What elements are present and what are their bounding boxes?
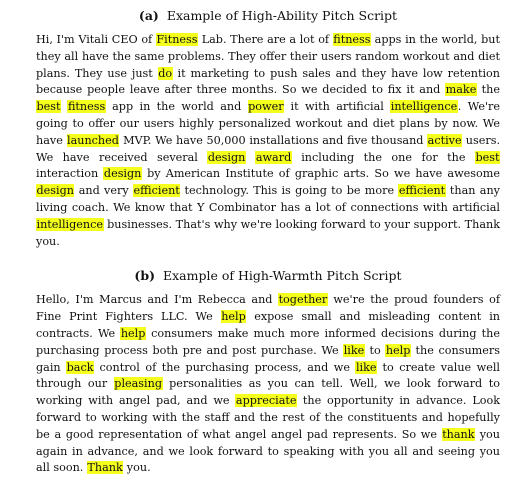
highlighted-word: thank	[442, 427, 475, 441]
script-text: . We're going to offer our users highly personalized workout and diet plans by now. We have	[36, 100, 500, 147]
highlighted-word: fitness	[67, 100, 106, 114]
script-text: apps in the world, but they all have the same problems. They offer their users random workout and diet plans. They use just	[36, 33, 500, 80]
highlighted-word: efficient	[398, 184, 446, 198]
script-text: we're the proud founders of Fine Print Fighters LLC. We	[36, 293, 500, 324]
script-text: the	[476, 83, 500, 97]
script-text: expose small and misleading content in contracts. We	[36, 310, 501, 340]
high-warmth-pitch-script	[36, 292, 500, 477]
script-text: it with artificial	[284, 100, 391, 114]
highlighted-word: make	[445, 83, 477, 97]
script-text: to	[364, 343, 386, 357]
script-text: Hello, I'm Marcus and I'm Rebecca and	[36, 293, 279, 307]
highlighted-word: efficient	[133, 184, 180, 198]
script-text: than any living coach. We know that Y Combinator has a lot of connections with artificial	[36, 184, 500, 214]
caption-a	[36, 8, 500, 24]
script-text: MVP. We have 50,000 installations and five thousand	[119, 133, 428, 147]
caption-b-title: Example of High-Warmth Pitch Script	[162, 268, 402, 284]
highlighted-word: help	[221, 310, 246, 324]
highlighted-word: design	[103, 167, 142, 181]
script-text: interaction	[36, 167, 104, 181]
highlighted-word: design	[207, 150, 246, 164]
script-text: Lab. There are a lot of	[198, 33, 333, 46]
script-text: businesses. That's why we're looking forward to your support. Thank you.	[36, 217, 500, 248]
highlighted-word: intelligence	[36, 217, 104, 231]
highlighted-word: help	[120, 326, 146, 340]
section-gap	[36, 250, 500, 266]
script-text: consumers make much more informed decisions during the purchasing process both pre and post purchase. We	[36, 326, 500, 357]
caption-a-title: Example of High-Ability Pitch Script	[166, 8, 398, 23]
highlighted-word: active	[427, 133, 462, 147]
highlighted-word: power	[248, 100, 284, 114]
script-text: control of the purchasing process, and we	[94, 360, 356, 374]
highlighted-word: back	[66, 360, 94, 374]
script-text: the consumers gain	[36, 343, 500, 374]
script-text: the opportunity in advance. Look forward to working with the staff and the rest of the constituents and hopefully be a good representation of what angel angel pad represents. So we	[36, 394, 501, 441]
script-text: app in the world and	[105, 100, 248, 114]
highlighted-word: best	[36, 100, 61, 114]
script-text: it marketing to push sales and they have low retention because people leave after three months. So we decided to fix it and	[36, 66, 500, 97]
script-text	[246, 151, 255, 164]
highlighted-word: Fitness	[156, 33, 198, 46]
highlighted-word: award	[255, 150, 292, 164]
caption-b-label: (b)	[134, 268, 155, 284]
script-text: including the one for the	[291, 150, 475, 164]
script-text: and very	[74, 184, 133, 198]
highlighted-word: design	[36, 184, 74, 198]
highlighted-word: like	[343, 343, 365, 357]
script-text: to create value well through our	[36, 360, 500, 391]
highlighted-word: appreciate	[235, 394, 297, 408]
highlighted-word: best	[475, 150, 500, 164]
script-text: you again in advance, and we look forward to speaking with you all and seeing you all soon.	[36, 427, 500, 475]
script-text: personalities as you can tell. Well, we look forward to working with angel pad, and we	[36, 377, 500, 408]
script-text: you.	[123, 461, 151, 475]
highlighted-word: fitness	[333, 33, 371, 46]
highlighted-word: launched	[67, 133, 119, 147]
highlighted-word: do	[158, 66, 173, 80]
high-ability-pitch-script	[36, 32, 500, 250]
highlighted-word: Thank	[87, 461, 123, 475]
script-text: by American Institute of graphic arts. So we have awesome	[141, 167, 500, 181]
script-text: technology. This is going to be more	[180, 184, 399, 198]
script-text: Hi, I'm Vitali CEO of	[36, 33, 156, 46]
highlighted-word: together	[278, 293, 328, 307]
script-text: users. We have received several	[36, 133, 500, 164]
caption-b	[36, 268, 500, 284]
highlighted-word: like	[355, 360, 377, 374]
highlighted-word: pleasing	[114, 377, 162, 391]
highlighted-word: help	[385, 343, 411, 357]
caption-a-label: (a)	[138, 8, 159, 23]
highlighted-word: intelligence	[390, 100, 458, 114]
